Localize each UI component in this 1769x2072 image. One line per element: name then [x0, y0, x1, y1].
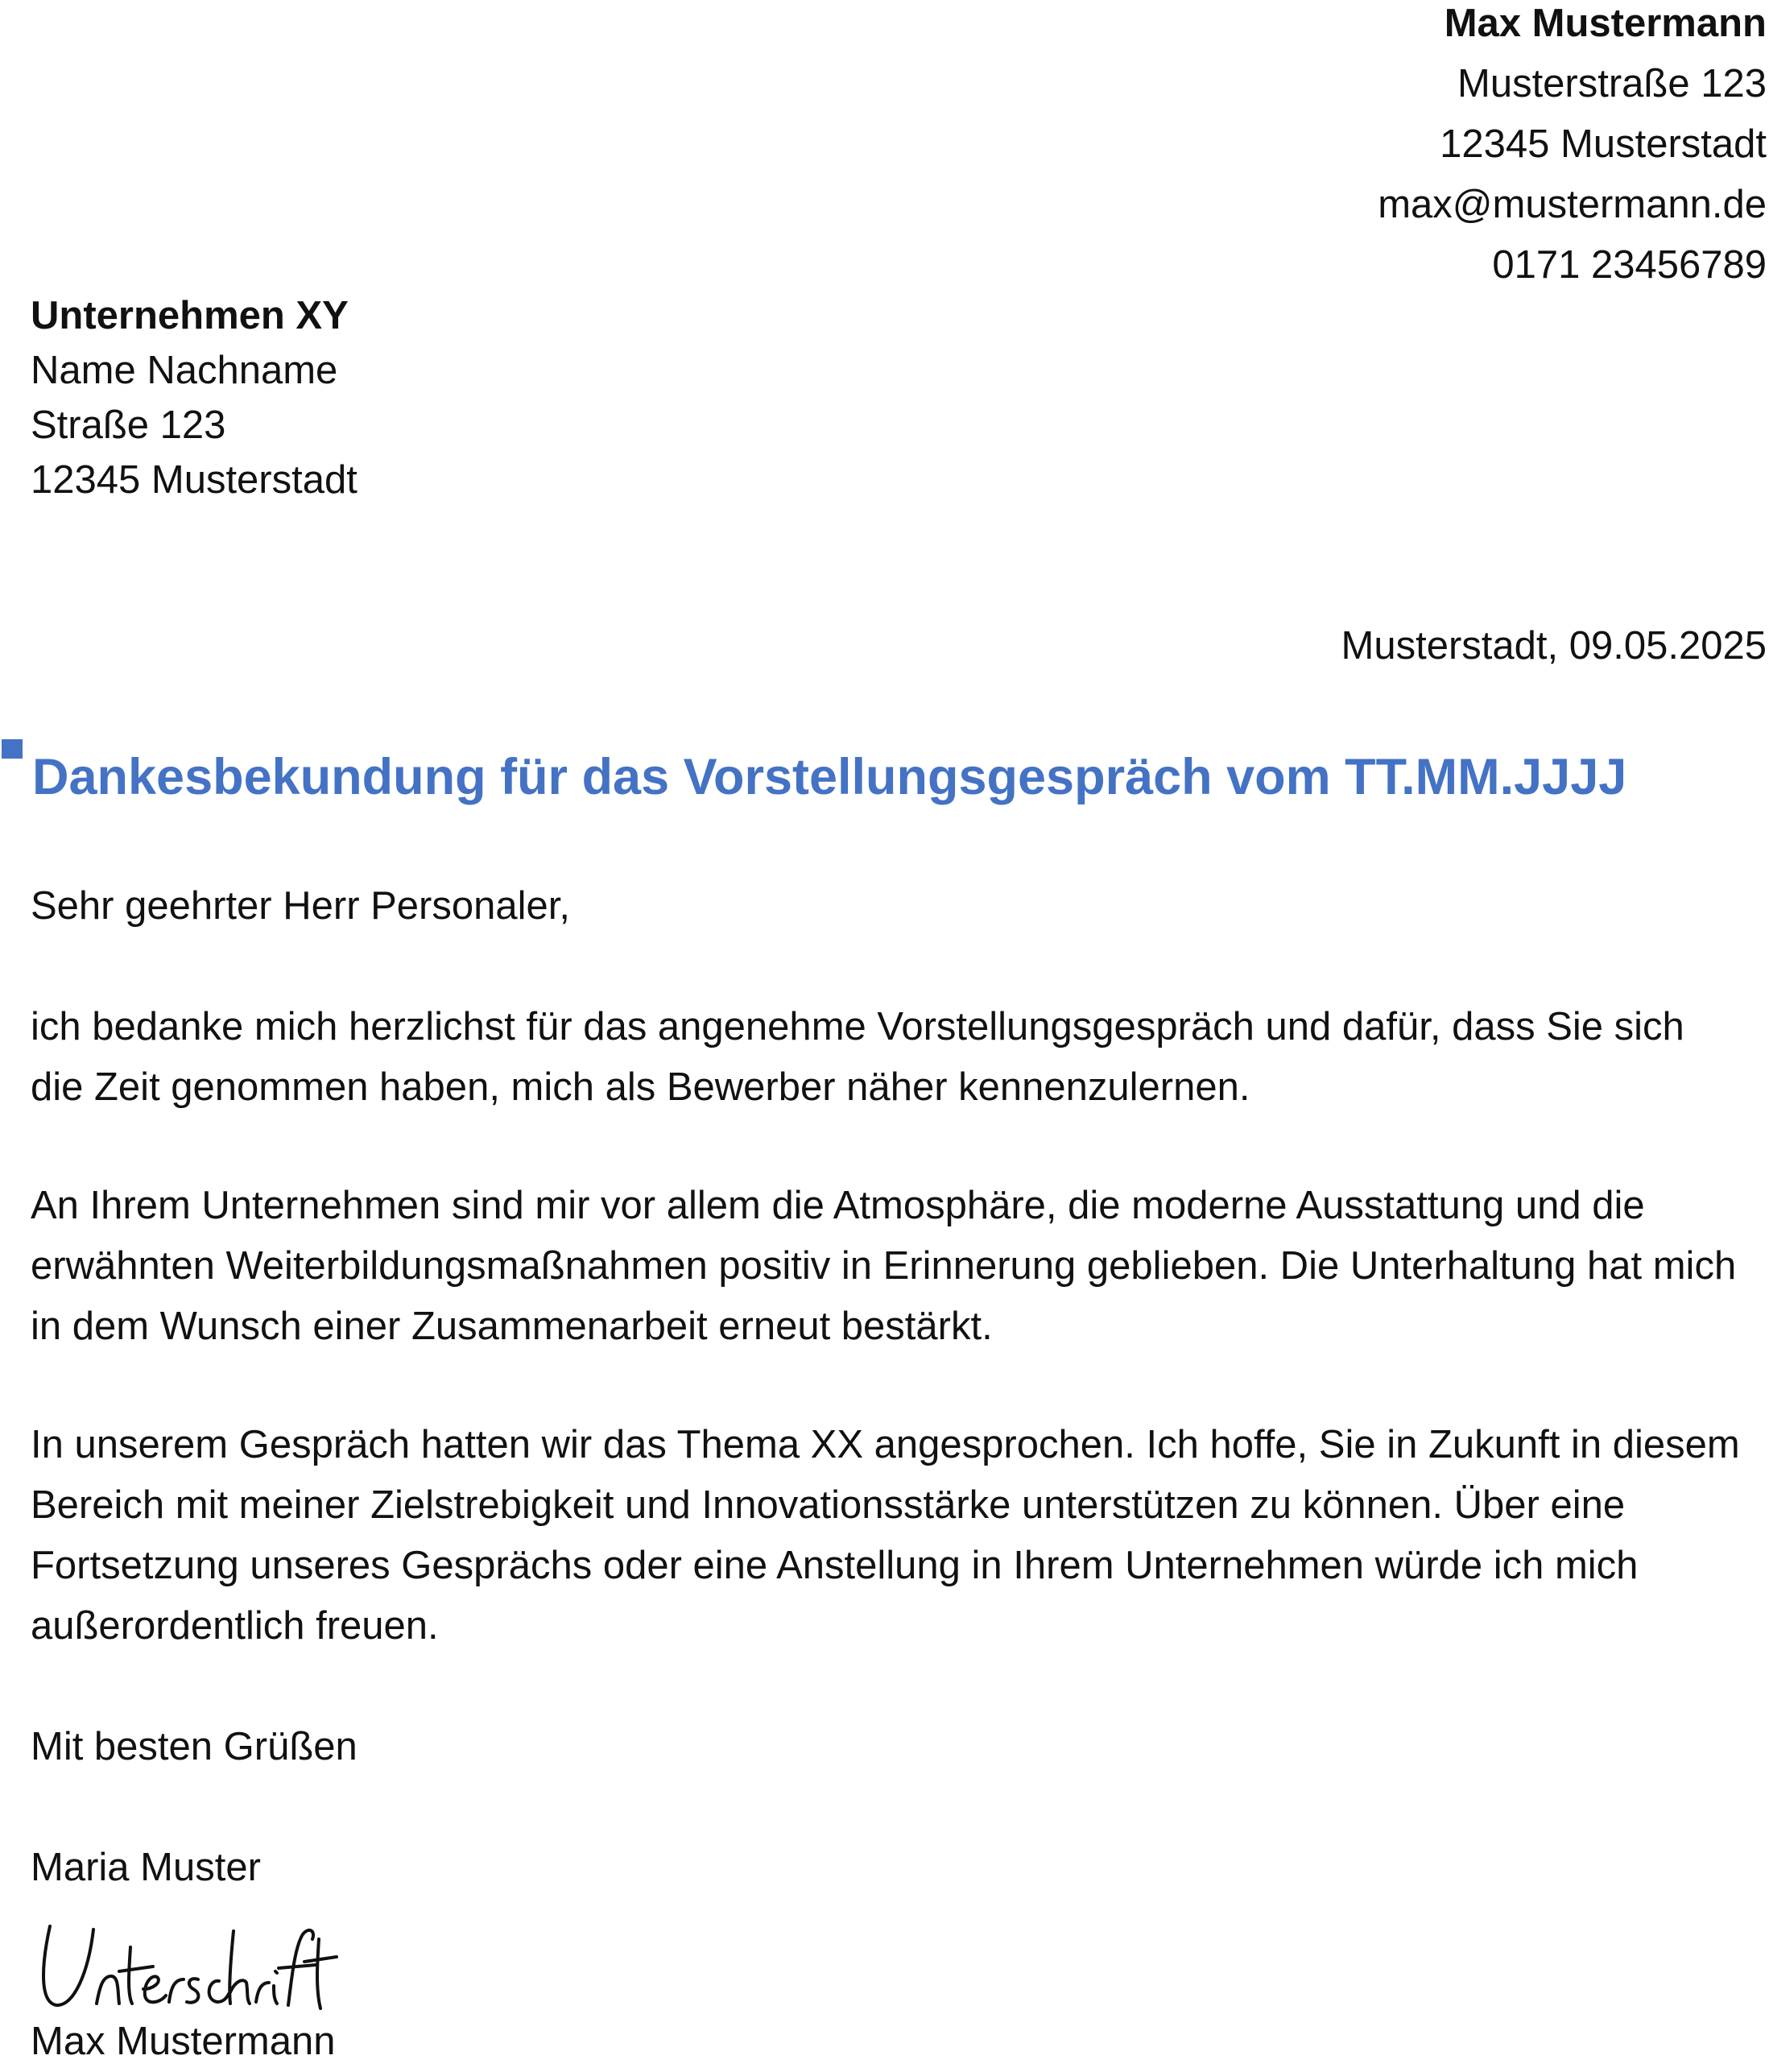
body-paragraph-2: An Ihrem Unternehmen sind mir vor allem die Atmosphäre, die moderne Ausstattung und die erwähnten Weiterbildungsmaßnahmen positiv in Erinnerung geblieben. Die Unterhaltung hat mich in dem Wunsch einer Zusammenarbeit erneut bestärkt. [31, 1184, 1737, 1348]
recipient-city: 12345 Musterstadt [31, 458, 358, 502]
body-paragraph-1: ich bedanke mich herzlichst für das angenehme Vorstellungsgespräch und dafür, dass Sie sich die Zeit genommen haben, mich als Bewerber näher kennenzulernen. [31, 1005, 1684, 1109]
sender-address-block [1378, 0, 1767, 296]
recipient-company: Unternehmen XY [31, 294, 349, 337]
recipient-contact: Name Nachname [31, 349, 338, 392]
salutation: Sehr geehrter Herr Personaler, [31, 884, 570, 928]
sender-name: Max Mustermann [1444, 2, 1767, 45]
sender-city: 12345 Musterstadt [1440, 122, 1767, 166]
handwritten-signature [32, 1915, 354, 2020]
body-paragraph-3: In unserem Gespräch hatten wir das Thema XX angesprochen. Ich hoffe, Sie in Zukunft in diesem Bereich mit meiner Zielstrebigkeit und Innovationsstärke unterstützen zu können. Über eine Fortsetzung unseres Gesprächs oder eine Anstellung in Ihrem Unternehmen würde ich mich außerordentlich freuen. [31, 1423, 1740, 1648]
closing-line: Mit besten Grüßen [31, 1725, 358, 1768]
printed-name: Max Mustermann [31, 2020, 336, 2063]
sender-email: max@mustermann.de [1378, 183, 1767, 226]
recipient-address-block [31, 288, 358, 507]
sender-street: Musterstraße 123 [1457, 62, 1767, 105]
subject-heading: Dankesbekundung für das Vorstellungsgespräch vom TT.MM.JJJJ [32, 749, 1627, 805]
sender-phone: 0171 23456789 [1492, 243, 1767, 287]
signer-name: Maria Muster [31, 1846, 261, 1889]
date-line: Musterstadt, 09.05.2025 [1341, 624, 1767, 668]
recipient-street: Straße 123 [31, 403, 226, 447]
subject-marker [2, 739, 23, 759]
